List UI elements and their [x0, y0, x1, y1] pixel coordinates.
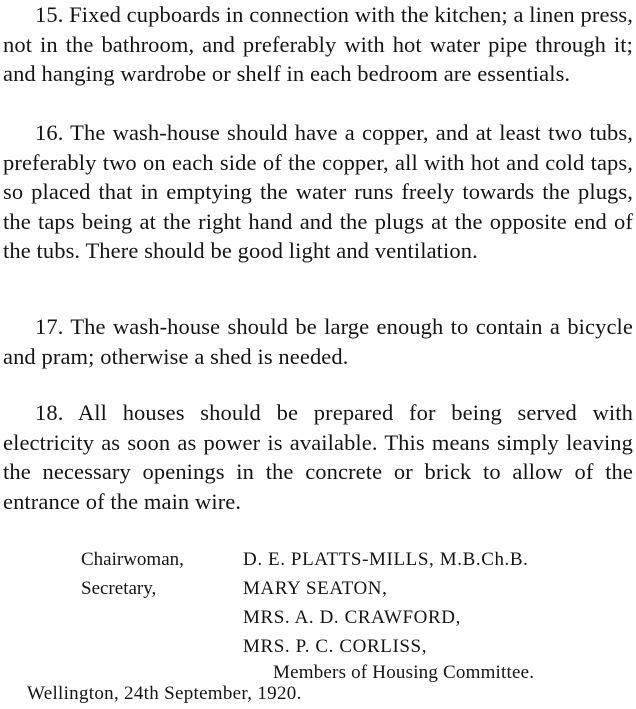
committee-caption: Members of Housing Committee. — [273, 662, 535, 683]
dateline: Wellington, 24th September, 1920. — [27, 683, 302, 704]
chairwoman-name: D. E. PLATTS-MILLS, M.B.Ch.B. — [243, 549, 529, 570]
member-name-corliss: MRS. P. C. CORLISS, — [243, 636, 428, 657]
secretary-role: Secretary, — [81, 578, 157, 599]
chairwoman-role: Chairwoman, — [81, 549, 184, 570]
secretary-name: MARY SEATON, — [243, 578, 388, 599]
paragraph-15: 15. Fixed cupboards in connection with the kitchen; a linen press, not in the bathroom, and preferably with hot water pipe through it; and hanging wardrobe or shelf in each bedroom are essentials. — [3, 2, 633, 86]
paragraph-17: 17. The wash-house should be large enough to contain a bicycle and pram; otherwise a shed is needed. — [3, 314, 633, 369]
member-name-crawford: MRS. A. D. CRAWFORD, — [243, 607, 461, 628]
paragraph-18: 18. All houses should be prepared for being served with electricity as soon as power is available. This means simply leaving the necessary openings in the concrete or brick to allow of the entrance of the main wire. — [3, 400, 633, 514]
paragraph-16: 16. The wash-house should have a copper, and at least two tubs, preferably two on each side of the copper, all with hot and cold taps, so placed that in emptying the water runs freely towards the plugs, the taps being at the right hand and the plugs at the opposite end of the tubs. There should be good light and ventilation. — [3, 120, 633, 263]
